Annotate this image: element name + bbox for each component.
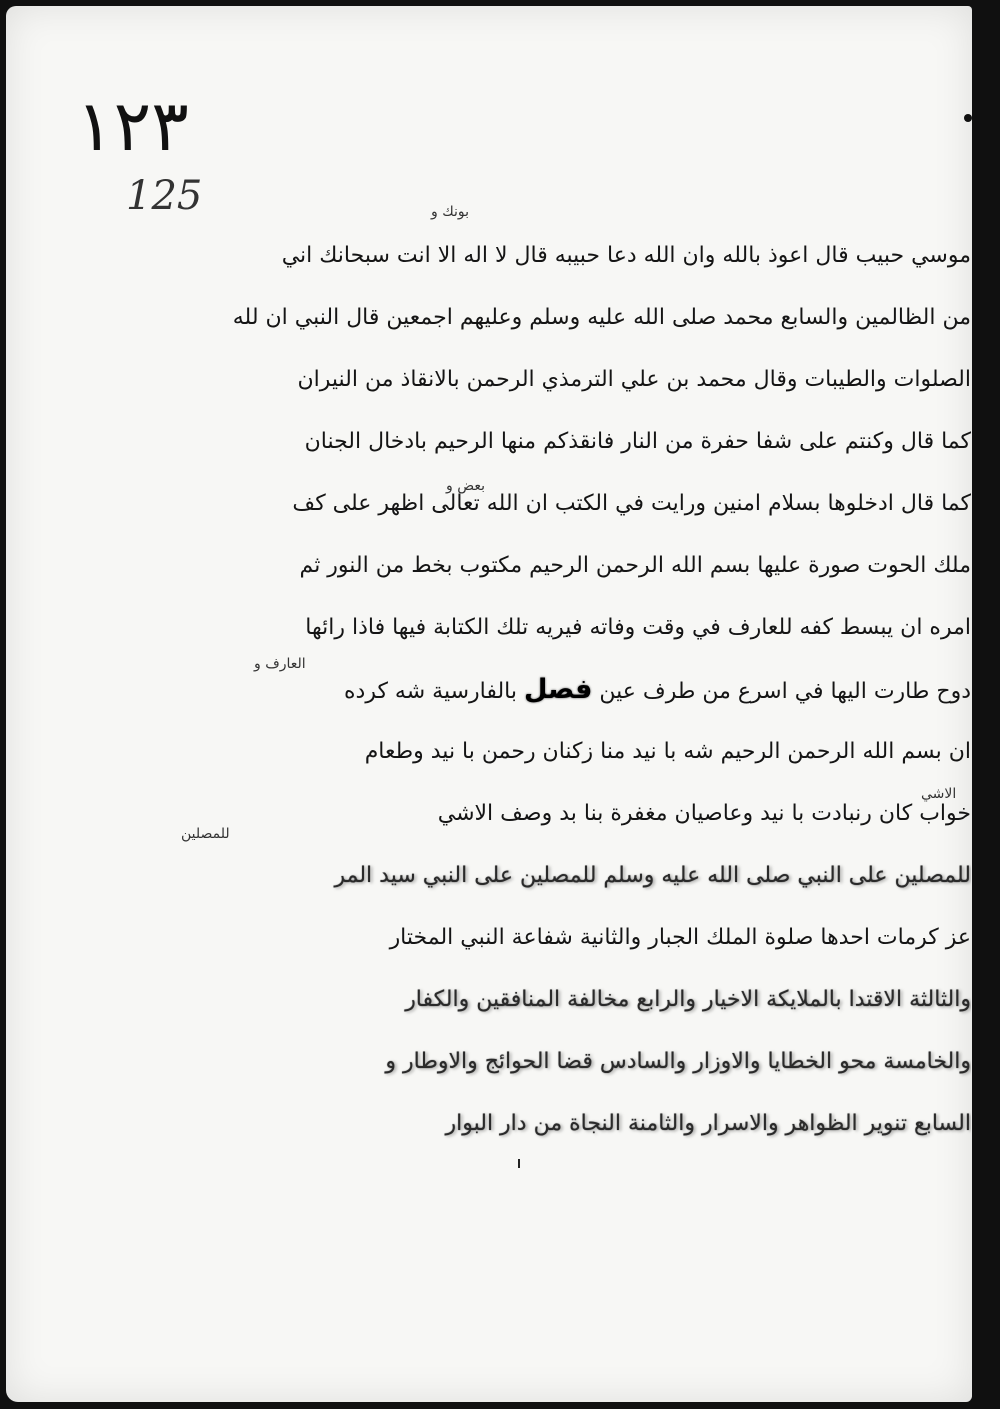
interlinear-gloss: للمصلين [181, 826, 230, 842]
interlinear-gloss: بعض و [446, 478, 486, 494]
manuscript-page [6, 6, 972, 1402]
manuscript-text [211, 234, 971, 1164]
text-line [211, 668, 971, 730]
ink-mark [518, 1159, 520, 1168]
text-line: عز كرمات احدها صلوة الملك الجبار والثانية شفاعة النبي المختار [389, 925, 971, 950]
folio-number: ١٢٣ [76, 85, 189, 167]
text-line: خواب كان رنبادت با نيد وعاصيان مغفرة بنا بد وصف الاشي [437, 801, 971, 826]
text-line-smudged: والخامسة محو الخطايا والاوزار والسادس قضا الحوائج والاوطار و [385, 1049, 971, 1074]
section-heading-fasl: فصل [524, 674, 593, 705]
text-line: ان بسم الله الرحمن الرحيم شه با نيد منا زكنان رحمن با نيد وطعام [364, 739, 971, 764]
folio-alt-number: 125 [126, 173, 203, 219]
marginal-gloss: بونك و [431, 204, 470, 220]
text-line-smudged: والثالثة الاقتدا بالملايكة الاخيار والرابع مخالفة المنافقين والكفار [405, 987, 971, 1012]
text-line: كما قال وكنتم على شفا حفرة من النار فانقذكم منها الرحيم بادخال الجنان [304, 429, 971, 454]
ink-dot [964, 114, 972, 122]
marginal-gloss: الاشي [921, 786, 957, 802]
text-line: كما قال ادخلوها بسلام امنين ورايت في الكتب ان الله تعالى اظهر على كف [292, 491, 971, 516]
text-line: ملك الحوت صورة عليها بسم الله الرحمن الرحيم مكتوب بخط من النور ثم [299, 553, 971, 578]
line-start: دوح طارت اليها في اسرع من طرف عين [599, 679, 971, 704]
text-line: الصلوات والطيبات وقال محمد بن علي الترمذي الرحمن بالانقاذ من النيران [297, 367, 971, 392]
text-line-smudged: للمصلين على النبي صلى الله عليه وسلم للمصلين على النبي سيد المر [334, 863, 971, 888]
text-line: من الظالمين والسابع محمد صلى الله عليه وسلم وعليهم اجمعين قال النبي ان لله [232, 305, 971, 330]
interlinear-gloss: العارف و [254, 656, 306, 672]
line-end: بالفارسية شه كرده [344, 679, 518, 704]
text-line: امره ان يبسط كفه للعارف في وقت وفاته فيريه تلك الكتابة فيها فاذا رائها [305, 615, 971, 640]
text-line-smudged: السابع تنوير الظواهر والاسرار والثامنة النجاة من دار البوار [445, 1111, 971, 1136]
text-line: موسي حبيب قال اعوذ بالله وان الله دعا حبيبه قال لا اله الا انت سبحانك اني [281, 243, 971, 268]
